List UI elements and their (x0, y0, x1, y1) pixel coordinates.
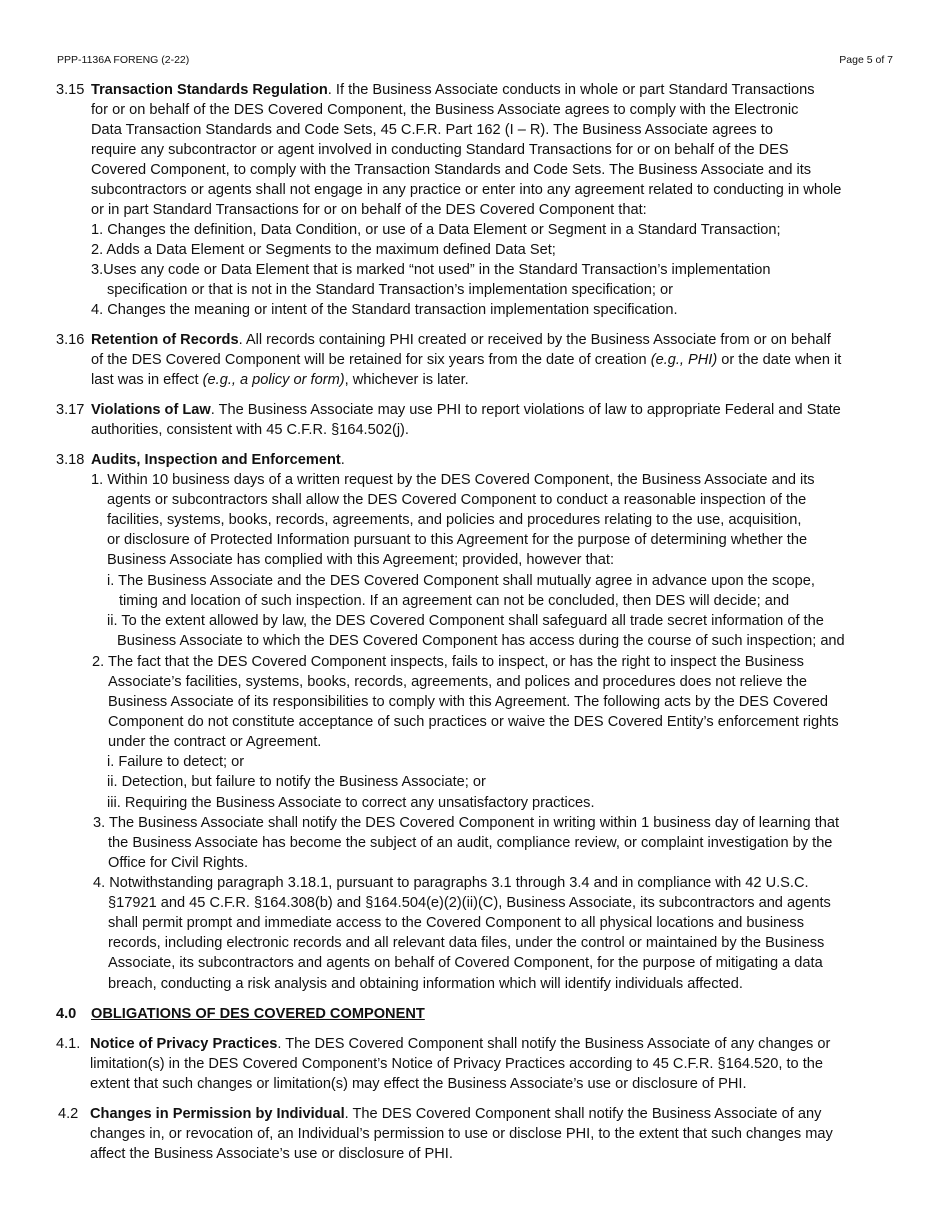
section-line: affect the Business Associate’s use or disclosure of PHI. (90, 1146, 453, 1162)
section-line: Retention of Records. All records containing PHI created or received by the Business Associate from or on behalf (91, 332, 831, 348)
section-line: Changes in Permission by Individual. The DES Covered Component shall notify the Business Associate of any (90, 1106, 822, 1122)
list-item: 3.Uses any code or Data Element that is marked “not used” in the Standard Transaction’s implementation (91, 262, 771, 278)
section-number: 3.15 (56, 82, 85, 98)
section-line: for or on behalf of the DES Covered Component, the Business Associate agrees to comply with the Electronic (91, 102, 799, 118)
list-item: Associate’s facilities, systems, books, records, agreements, and polices and procedures does not relieve the (108, 674, 807, 690)
section-line: Violations of Law. The Business Associate may use PHI to report violations of law to appropriate Federal and State (91, 402, 841, 418)
section-line: last was in effect (e.g., a policy or form), whichever is later. (91, 372, 469, 388)
list-item: specification or that is not in the Standard Transaction’s implementation specification; or (107, 282, 673, 298)
sub-list-item: timing and location of such inspection. If an agreement can not be concluded, then DES will decide; and (119, 593, 790, 609)
list-item: facilities, systems, books, records, agreements, and policies and procedures relating to the use, acquisition, (107, 512, 802, 528)
sub-list-item: iii. Requiring the Business Associate to correct any unsatisfactory practices. (107, 795, 595, 811)
section-heading: OBLIGATIONS OF DES COVERED COMPONENT (91, 1006, 425, 1022)
sub-list-item: ii. To the extent allowed by law, the DES Covered Component shall safeguard all trade secret information of the (107, 613, 824, 629)
list-item: 2. The fact that the DES Covered Component inspects, fails to inspect, or has the right to inspect the Business (92, 654, 804, 670)
section-title: Notice of Privacy Practices (90, 1036, 278, 1052)
section-number: 3.18 (56, 452, 85, 468)
list-item: shall permit prompt and immediate access to the Covered Component to all physical locations and business (108, 915, 804, 931)
section-title: Retention of Records (91, 332, 239, 348)
list-item: under the contract or Agreement. (108, 734, 322, 750)
section-line: authorities, consistent with 45 C.F.R. §164.502(j). (91, 422, 409, 438)
list-item: 4. Changes the meaning or intent of the Standard transaction implementation specification. (91, 302, 678, 318)
section-line: of the DES Covered Component will be retained for six years from the date of creation (e.g., PHI) or the date when it (91, 352, 842, 368)
section-title: Transaction Standards Regulation (91, 82, 328, 98)
section-line: Data Transaction Standards and Code Sets, 45 C.F.R. Part 162 (I – R). The Business Associate agrees to (91, 122, 773, 138)
section-line: or in part Standard Transactions for or on behalf of the DES Covered Component that: (91, 202, 647, 218)
list-item: 3. The Business Associate shall notify the DES Covered Component in writing within 1 business day of learning that (93, 815, 840, 831)
list-item: 1. Within 10 business days of a written request by the DES Covered Component, the Business Associate and its (91, 472, 815, 488)
list-item: the Business Associate has become the subject of an audit, compliance review, or complaint investigation by the (108, 835, 833, 851)
section-line: Audits, Inspection and Enforcement. (91, 452, 345, 468)
section-line: Covered Component, to comply with the Transaction Standards and Code Sets. The Business Associate and its (91, 162, 812, 178)
list-item: Office for Civil Rights. (108, 855, 249, 871)
list-item: 4. Notwithstanding paragraph 3.18.1, pursuant to paragraphs 3.1 through 3.4 and in compliance with 42 U.S.C. (93, 875, 809, 891)
section-title: Changes in Permission by Individual (90, 1106, 345, 1122)
sub-list-item: i. The Business Associate and the DES Covered Component shall mutually agree in advance upon the scope, (107, 573, 815, 589)
list-item: records, including electronic records and all relevant data files, under the control or maintained by the Business (108, 935, 825, 951)
section-line: subcontractors or agents shall not engage in any practice or enter into any agreement related to conducting in whole (91, 182, 842, 198)
section-line: extent that such changes or limitation(s) may effect the Business Associate’s use or disclosure of PHI. (90, 1076, 747, 1092)
section-line: limitation(s) in the DES Covered Component’s Notice of Privacy Practices according to 45 C.F.R. §164.520, to the (90, 1056, 824, 1072)
section-line: require any subcontractor or agent involved in conducting Standard Transactions for or on behalf of the DES (91, 142, 789, 158)
list-item: §17921 and 45 C.F.R. §164.308(b) and §164.504(e)(2)(ii)(C), Business Associate, its subcontractors and agents (108, 895, 831, 911)
list-item: Component do not constitute acceptance of such practices or waive the DES Covered Entity’s enforcement rights (108, 714, 839, 730)
list-item: Associate, its subcontractors and agents on behalf of Covered Component, for the purpose of mitigating a data (108, 955, 823, 971)
section-number: 4.0 (56, 1006, 77, 1022)
section-number: 3.17 (56, 402, 85, 418)
sub-list-item: Business Associate to which the DES Covered Component has access during the course of such inspection; and (117, 633, 845, 649)
list-item: 2. Adds a Data Element or Segments to the maximum defined Data Set; (91, 242, 556, 258)
sub-list-item: ii. Detection, but failure to notify the Business Associate; or (107, 774, 486, 790)
section-line: Transaction Standards Regulation. If the Business Associate conducts in whole or part Standard Transactions (91, 82, 815, 98)
section-number: 4.1. (56, 1036, 81, 1052)
list-item: breach, conducting a risk analysis and obtaining information which will identify individuals affected. (108, 976, 743, 992)
section-title: Audits, Inspection and Enforcement (91, 452, 341, 468)
page-number: Page 5 of 7 (839, 54, 893, 66)
list-item: Business Associate has complied with this Agreement; provided, however that: (107, 552, 614, 568)
section-number: 4.2 (58, 1106, 79, 1122)
list-item: or disclosure of Protected Information pursuant to this Agreement for the purpose of determining whether the (107, 532, 808, 548)
list-item: 1. Changes the definition, Data Condition, or use of a Data Element or Segment in a Standard Transaction; (91, 222, 781, 238)
list-item: Business Associate of its responsibilities to comply with this Agreement. The following acts by the DES Covered (108, 694, 829, 710)
sub-list-item: i. Failure to detect; or (107, 754, 245, 770)
section-line: Notice of Privacy Practices. The DES Covered Component shall notify the Business Associate of any changes or (90, 1036, 831, 1052)
section-title: Violations of Law (91, 402, 211, 418)
list-item: agents or subcontractors shall allow the DES Covered Component to conduct a reasonable inspection of the (107, 492, 807, 508)
section-line: changes in, or revocation of, an Individual’s permission to use or disclose PHI, to the extent that such changes may (90, 1126, 833, 1142)
section-number: 3.16 (56, 332, 85, 348)
form-id: PPP-1136A FORENG (2-22) (57, 54, 190, 66)
